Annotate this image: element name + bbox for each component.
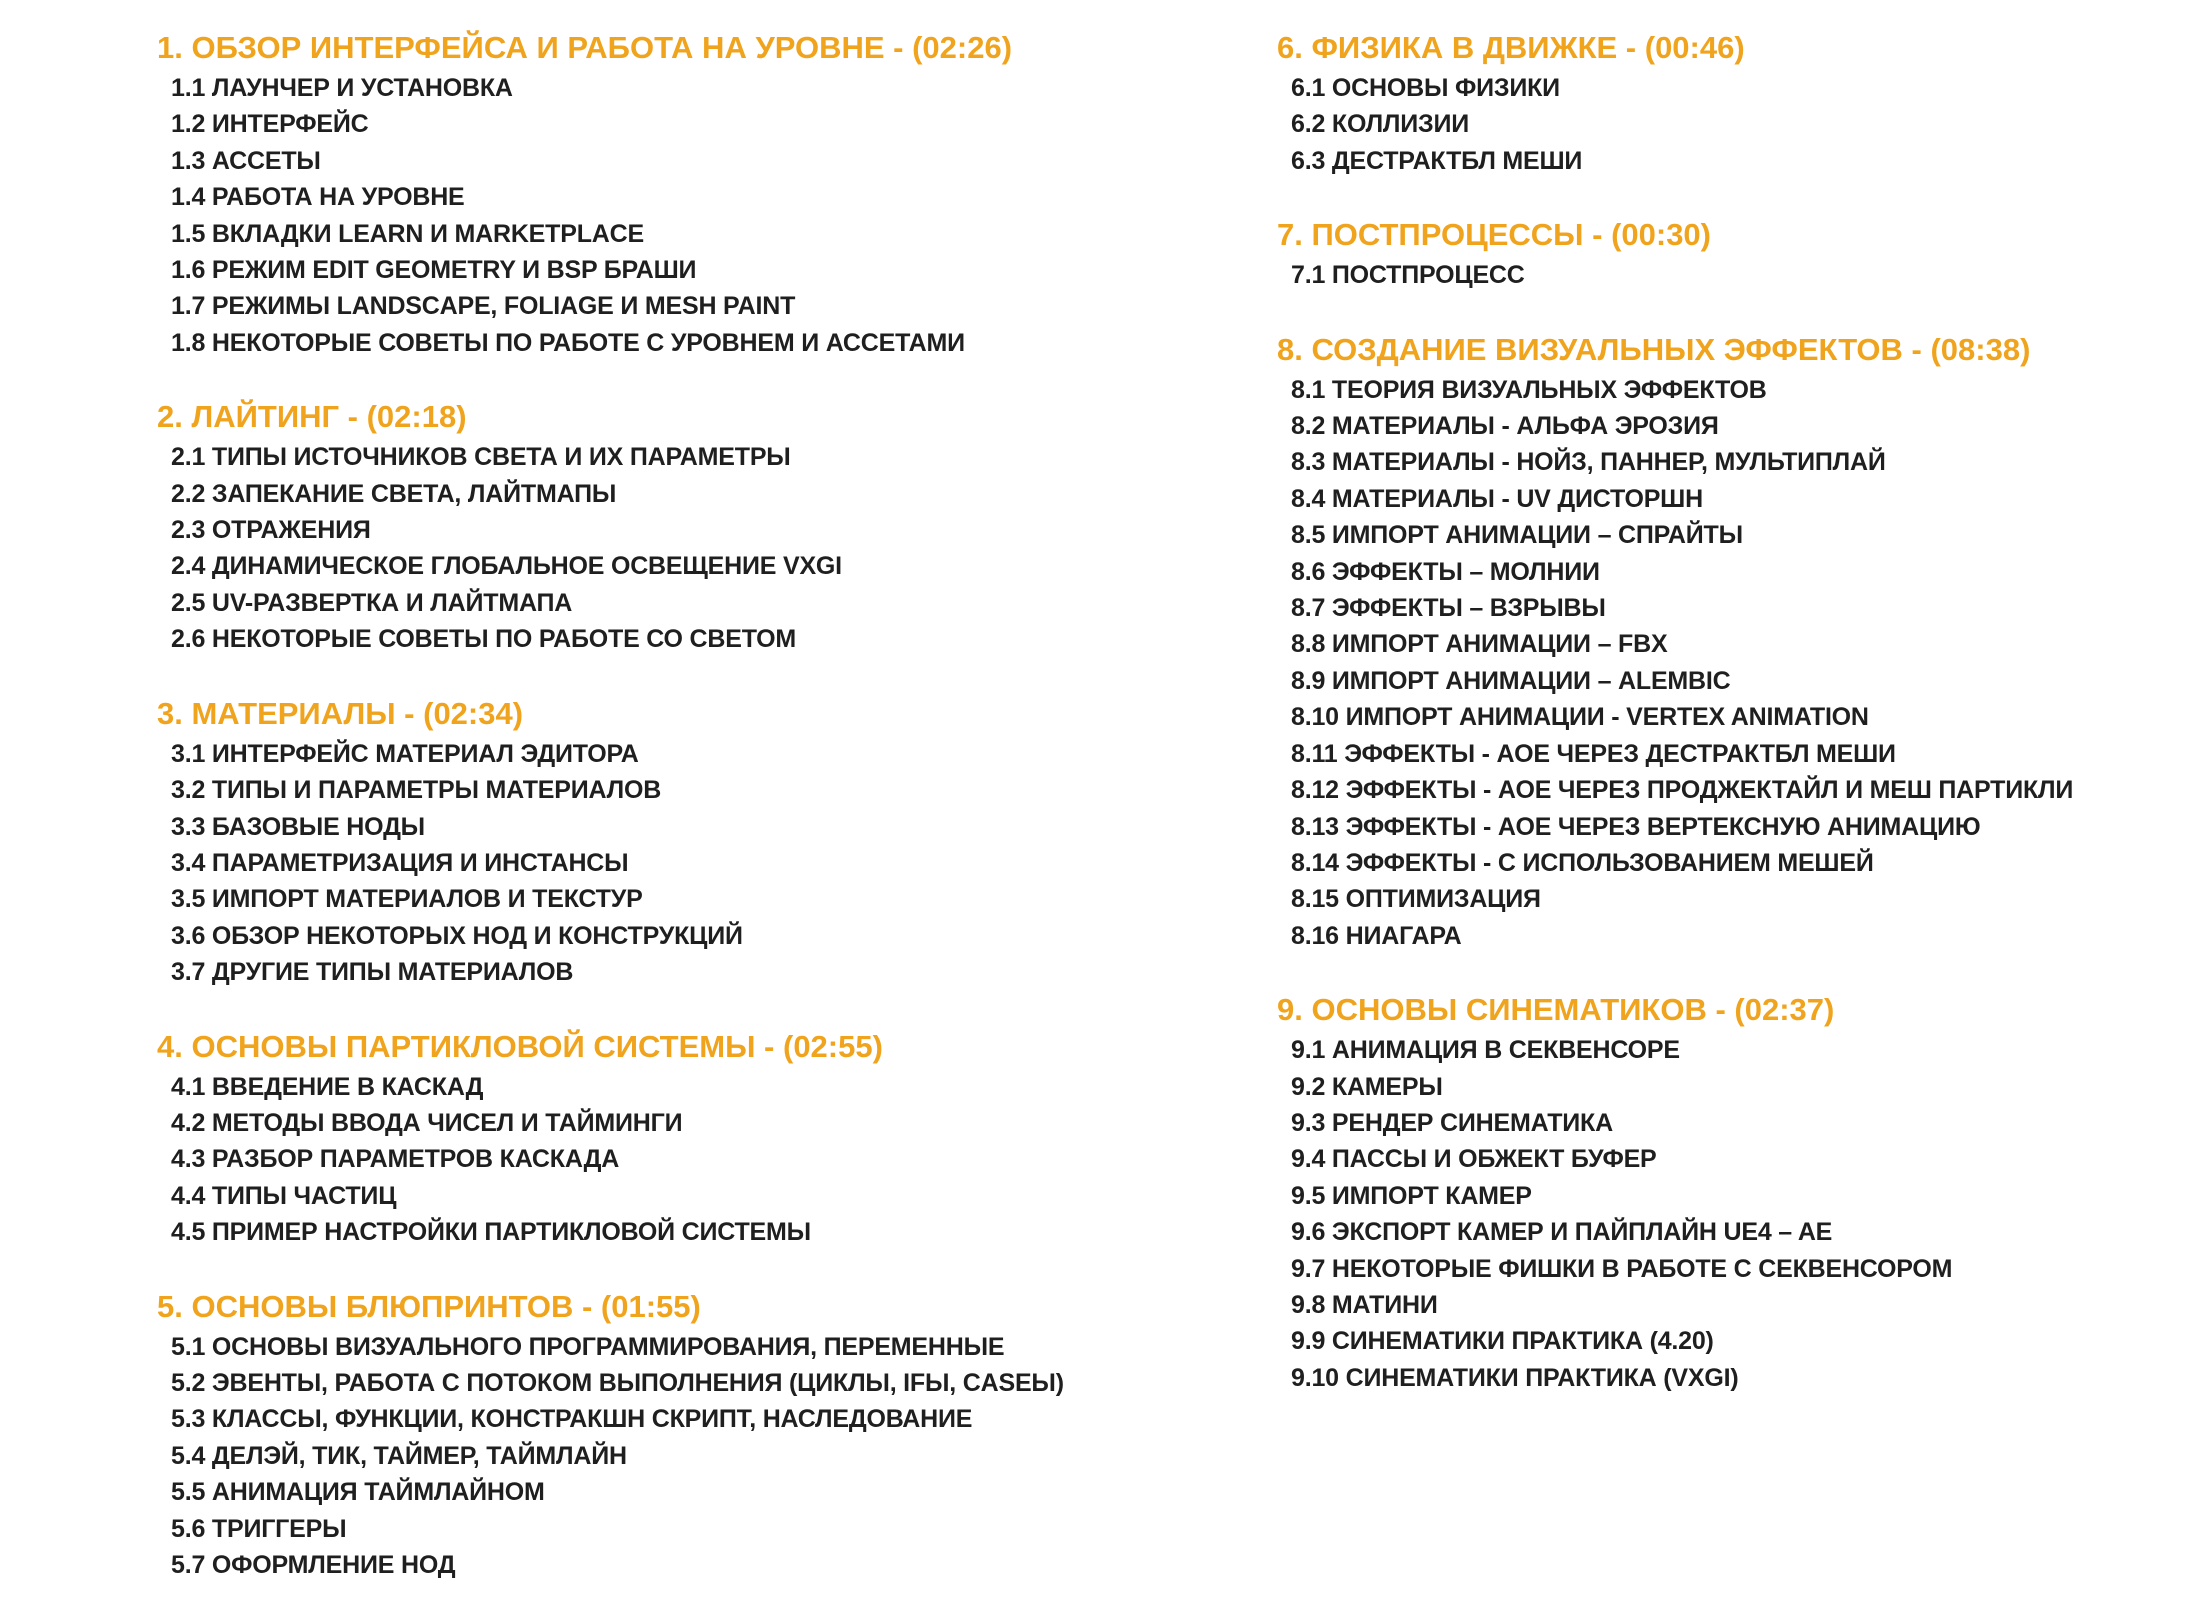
lesson-item: 9.5 ИМПОРТ КАМЕР [1291, 1181, 1532, 1210]
section-title: 7. ПОСТПРОЦЕССЫ - (00:30) [1277, 217, 1711, 253]
lesson-item: 8.11 ЭФФЕКТЫ - АОЕ ЧЕРЕЗ ДЕСТРАКТБЛ МЕШИ [1291, 739, 1896, 768]
lesson-item: 4.3 РАЗБОР ПАРАМЕТРОВ КАСКАДА [171, 1145, 620, 1174]
lesson-item: 7.1 ПОСТПРОЦЕСС [1291, 261, 1525, 290]
lesson-item: 1.7 РЕЖИМЫ LANDSCAPE, FOLIAGE И MESH PAINT [171, 292, 796, 321]
lesson-item: 3.7 ДРУГИЕ ТИПЫ МАТЕРИАЛОВ [171, 958, 574, 987]
lesson-item: 8.5 ИМПОРТ АНИМАЦИИ – СПРАЙТЫ [1291, 521, 1743, 550]
lesson-item: 6.2 КОЛЛИЗИИ [1291, 110, 1470, 139]
lesson-item: 8.16 НИАГАРА [1291, 921, 1462, 950]
section-title: 2. ЛАЙТИНГ - (02:18) [157, 399, 467, 435]
course-section [157, 1027, 1237, 1251]
lesson-item: 5.7 ОФОРМЛЕНИЕ НОД [171, 1551, 456, 1579]
lesson-item: 8.10 ИМПОРТ АНИМАЦИИ - VERTEX ANIMATION [1291, 703, 1869, 732]
lesson-item: 9.9 СИНЕМАТИКИ ПРАКТИКА (4.20) [1291, 1327, 1714, 1356]
lesson-list [157, 439, 1237, 657]
section-title: 6. ФИЗИКА В ДВИЖКЕ - (00:46) [1277, 30, 1745, 65]
left-column [157, 28, 1237, 1619]
section-title: 1. ОБЗОР ИНТЕРФЕЙСА И РАБОТА НА УРОВНЕ - (02:26) [157, 30, 1013, 65]
course-section [1277, 28, 2177, 179]
lesson-list [1277, 70, 2177, 179]
lesson-item: 8.13 ЭФФЕКТЫ - АОЕ ЧЕРЕЗ ВЕРТЕКСНУЮ АНИМАЦИЮ [1291, 812, 1981, 841]
lesson-item: 9.1 АНИМАЦИЯ В СЕКВЕНСОРЕ [1291, 1036, 1680, 1065]
lesson-list [1277, 372, 2177, 955]
lesson-item: 9.8 МАТИНИ [1291, 1290, 1438, 1319]
lesson-item: 8.7 ЭФФЕКТЫ – ВЗРЫВЫ [1291, 594, 1606, 623]
lesson-item: 6.1 ОСНОВЫ ФИЗИКИ [1291, 74, 1560, 102]
lesson-item: 8.3 МАТЕРИАЛЫ - НОЙЗ, ПАННЕР, МУЛЬТИПЛАЙ [1291, 448, 1886, 477]
lesson-item: 2.1 ТИПЫ ИСТОЧНИКОВ СВЕТА И ИХ ПАРАМЕТРЫ [171, 443, 791, 472]
lesson-item: 1.3 АССЕТЫ [171, 146, 321, 175]
section-title: 4. ОСНОВЫ ПАРТИКЛОВОЙ СИСТЕМЫ - (02:55) [157, 1028, 883, 1064]
course-section [157, 1287, 1237, 1584]
lesson-item: 1.2 ИНТЕРФЕЙС [171, 110, 369, 139]
lesson-item: 5.3 КЛАССЫ, ФУНКЦИИ, КОНСТРАКШН СКРИПТ, НАСЛЕДОВАНИЕ [171, 1405, 973, 1434]
section-title: 9. ОСНОВЫ СИНЕМАТИКОВ - (02:37) [1277, 992, 1835, 1028]
lesson-item: 1.1 ЛАУНЧЕР И УСТАНОВКА [171, 74, 513, 102]
lesson-item: 6.3 ДЕСТРАКТБЛ МЕШИ [1291, 146, 1583, 175]
lesson-item: 8.15 ОПТИМИЗАЦИЯ [1291, 885, 1541, 914]
lesson-item: 9.2 КАМЕРЫ [1291, 1072, 1443, 1101]
lesson-item: 9.7 НЕКОТОРЫЕ ФИШКИ В РАБОТЕ С СЕКВЕНСОРОМ [1291, 1254, 1953, 1283]
lesson-item: 3.1 ИНТЕРФЕЙС МАТЕРИАЛ ЭДИТОРА [171, 739, 639, 768]
lesson-item: 8.6 ЭФФЕКТЫ – МОЛНИИ [1291, 557, 1600, 586]
lesson-item: 9.4 ПАССЫ И ОБЖЕКТ БУФЕР [1291, 1145, 1657, 1174]
lesson-item: 2.4 ДИНАМИЧЕСКОЕ ГЛОБАЛЬНОЕ ОСВЕЩЕНИЕ VXGI [171, 552, 842, 581]
lesson-item: 8.1 ТЕОРИЯ ВИЗУАЛЬНЫХ ЭФФЕКТОВ [1291, 375, 1767, 404]
lesson-list [157, 1329, 1237, 1584]
lesson-list [1277, 257, 2177, 293]
section-title: 5. ОСНОВЫ БЛЮПРИНТОВ - (01:55) [157, 1288, 701, 1324]
lesson-item: 3.4 ПАРАМЕТРИЗАЦИЯ И ИНСТАНСЫ [171, 848, 629, 877]
lesson-list [1277, 1032, 2177, 1396]
lesson-item: 5.1 ОСНОВЫ ВИЗУАЛЬНОГО ПРОГРАММИРОВАНИЯ, ПЕРЕМЕННЫЕ [171, 1332, 1005, 1361]
lesson-item: 3.5 ИМПОРТ МАТЕРИАЛОВ И ТЕКСТУР [171, 885, 643, 914]
lesson-item: 8.12 ЭФФЕКТЫ - АОЕ ЧЕРЕЗ ПРОДЖЕКТАЙЛ И МЕШ ПАРТИКЛИ [1291, 776, 2074, 805]
lesson-item: 9.6 ЭКСПОРТ КАМЕР И ПАЙПЛАЙН UE4 – AE [1291, 1218, 1833, 1247]
lesson-item: 5.2 ЭВЕНТЫ, РАБОТА С ПОТОКОМ ВЫПОЛНЕНИЯ (ЦИКЛЫ, IFЫ, CASEЫ) [171, 1368, 1064, 1397]
lesson-item: 8.4 МАТЕРИАЛЫ - UV ДИСТОРШН [1291, 484, 1703, 513]
course-section [1277, 215, 2177, 293]
lesson-item: 4.1 ВВЕДЕНИЕ В КАСКАД [171, 1072, 484, 1101]
lesson-item: 1.6 РЕЖИМ EDIT GEOMETRY И BSP БРАШИ [171, 256, 697, 285]
lesson-item: 8.8 ИМПОРТ АНИМАЦИИ – FBX [1291, 630, 1668, 659]
lesson-item: 3.3 БАЗОВЫЕ НОДЫ [171, 812, 425, 841]
lesson-item: 1.8 НЕКОТОРЫЕ СОВЕТЫ ПО РАБОТЕ С УРОВНЕМ И АССЕТАМИ [171, 328, 965, 357]
lesson-list [157, 70, 1237, 361]
section-title: 3. МАТЕРИАЛЫ - (02:34) [157, 695, 524, 731]
lesson-item: 4.4 ТИПЫ ЧАСТИЦ [171, 1181, 397, 1210]
lesson-item: 4.2 МЕТОДЫ ВВОДА ЧИСЕЛ И ТАЙМИНГИ [171, 1108, 683, 1137]
lesson-item: 8.2 МАТЕРИАЛЫ - АЛЬФА ЭРОЗИЯ [1291, 412, 1719, 441]
course-section [1277, 330, 2177, 955]
right-column [1277, 28, 2177, 1432]
section-title: 8. СОЗДАНИЕ ВИЗУАЛЬНЫХ ЭФФЕКТОВ - (08:38) [1277, 331, 2031, 367]
lesson-item: 9.3 РЕНДЕР СИНЕМАТИКА [1291, 1108, 1613, 1137]
course-section [157, 28, 1237, 361]
lesson-item: 8.9 ИМПОРТ АНИМАЦИИ – ALEMBIC [1291, 666, 1731, 695]
lesson-item: 3.6 ОБЗОР НЕКОТОРЫХ НОД И КОНСТРУКЦИЙ [171, 921, 743, 950]
course-section [1277, 990, 2177, 1396]
lesson-item: 2.6 НЕКОТОРЫЕ СОВЕТЫ ПО РАБОТЕ СО СВЕТОМ [171, 625, 797, 654]
lesson-item: 2.2 ЗАПЕКАНИЕ СВЕТА, ЛАЙТМАПЫ [171, 479, 617, 508]
course-section [157, 397, 1237, 657]
course-section [157, 694, 1237, 991]
lesson-item: 9.10 СИНЕМАТИКИ ПРАКТИКА (VXGI) [1291, 1363, 1739, 1392]
lesson-item: 5.6 ТРИГГЕРЫ [171, 1514, 347, 1543]
lesson-item: 3.2 ТИПЫ И ПАРАМЕТРЫ МАТЕРИАЛОВ [171, 776, 662, 805]
lesson-item: 8.14 ЭФФЕКТЫ - С ИСПОЛЬЗОВАНИЕМ МЕШЕЙ [1291, 848, 1874, 877]
lesson-list [157, 736, 1237, 991]
lesson-item: 1.5 ВКЛАДКИ LEARN И MARKETPLACE [171, 219, 644, 248]
lesson-list [157, 1069, 1237, 1251]
lesson-item: 2.5 UV-РАЗВЕРТКА И ЛАЙТМАПА [171, 588, 573, 617]
lesson-item: 4.5 ПРИМЕР НАСТРОЙКИ ПАРТИКЛОВОЙ СИСТЕМЫ [171, 1218, 811, 1247]
lesson-item: 5.5 АНИМАЦИЯ ТАЙМЛАЙНОМ [171, 1478, 545, 1507]
lesson-item: 2.3 ОТРАЖЕНИЯ [171, 516, 371, 545]
lesson-item: 1.4 РАБОТА НА УРОВНЕ [171, 183, 465, 212]
lesson-item: 5.4 ДЕЛЭЙ, ТИК, ТАЙМЕР, ТАЙМЛАЙН [171, 1441, 627, 1470]
